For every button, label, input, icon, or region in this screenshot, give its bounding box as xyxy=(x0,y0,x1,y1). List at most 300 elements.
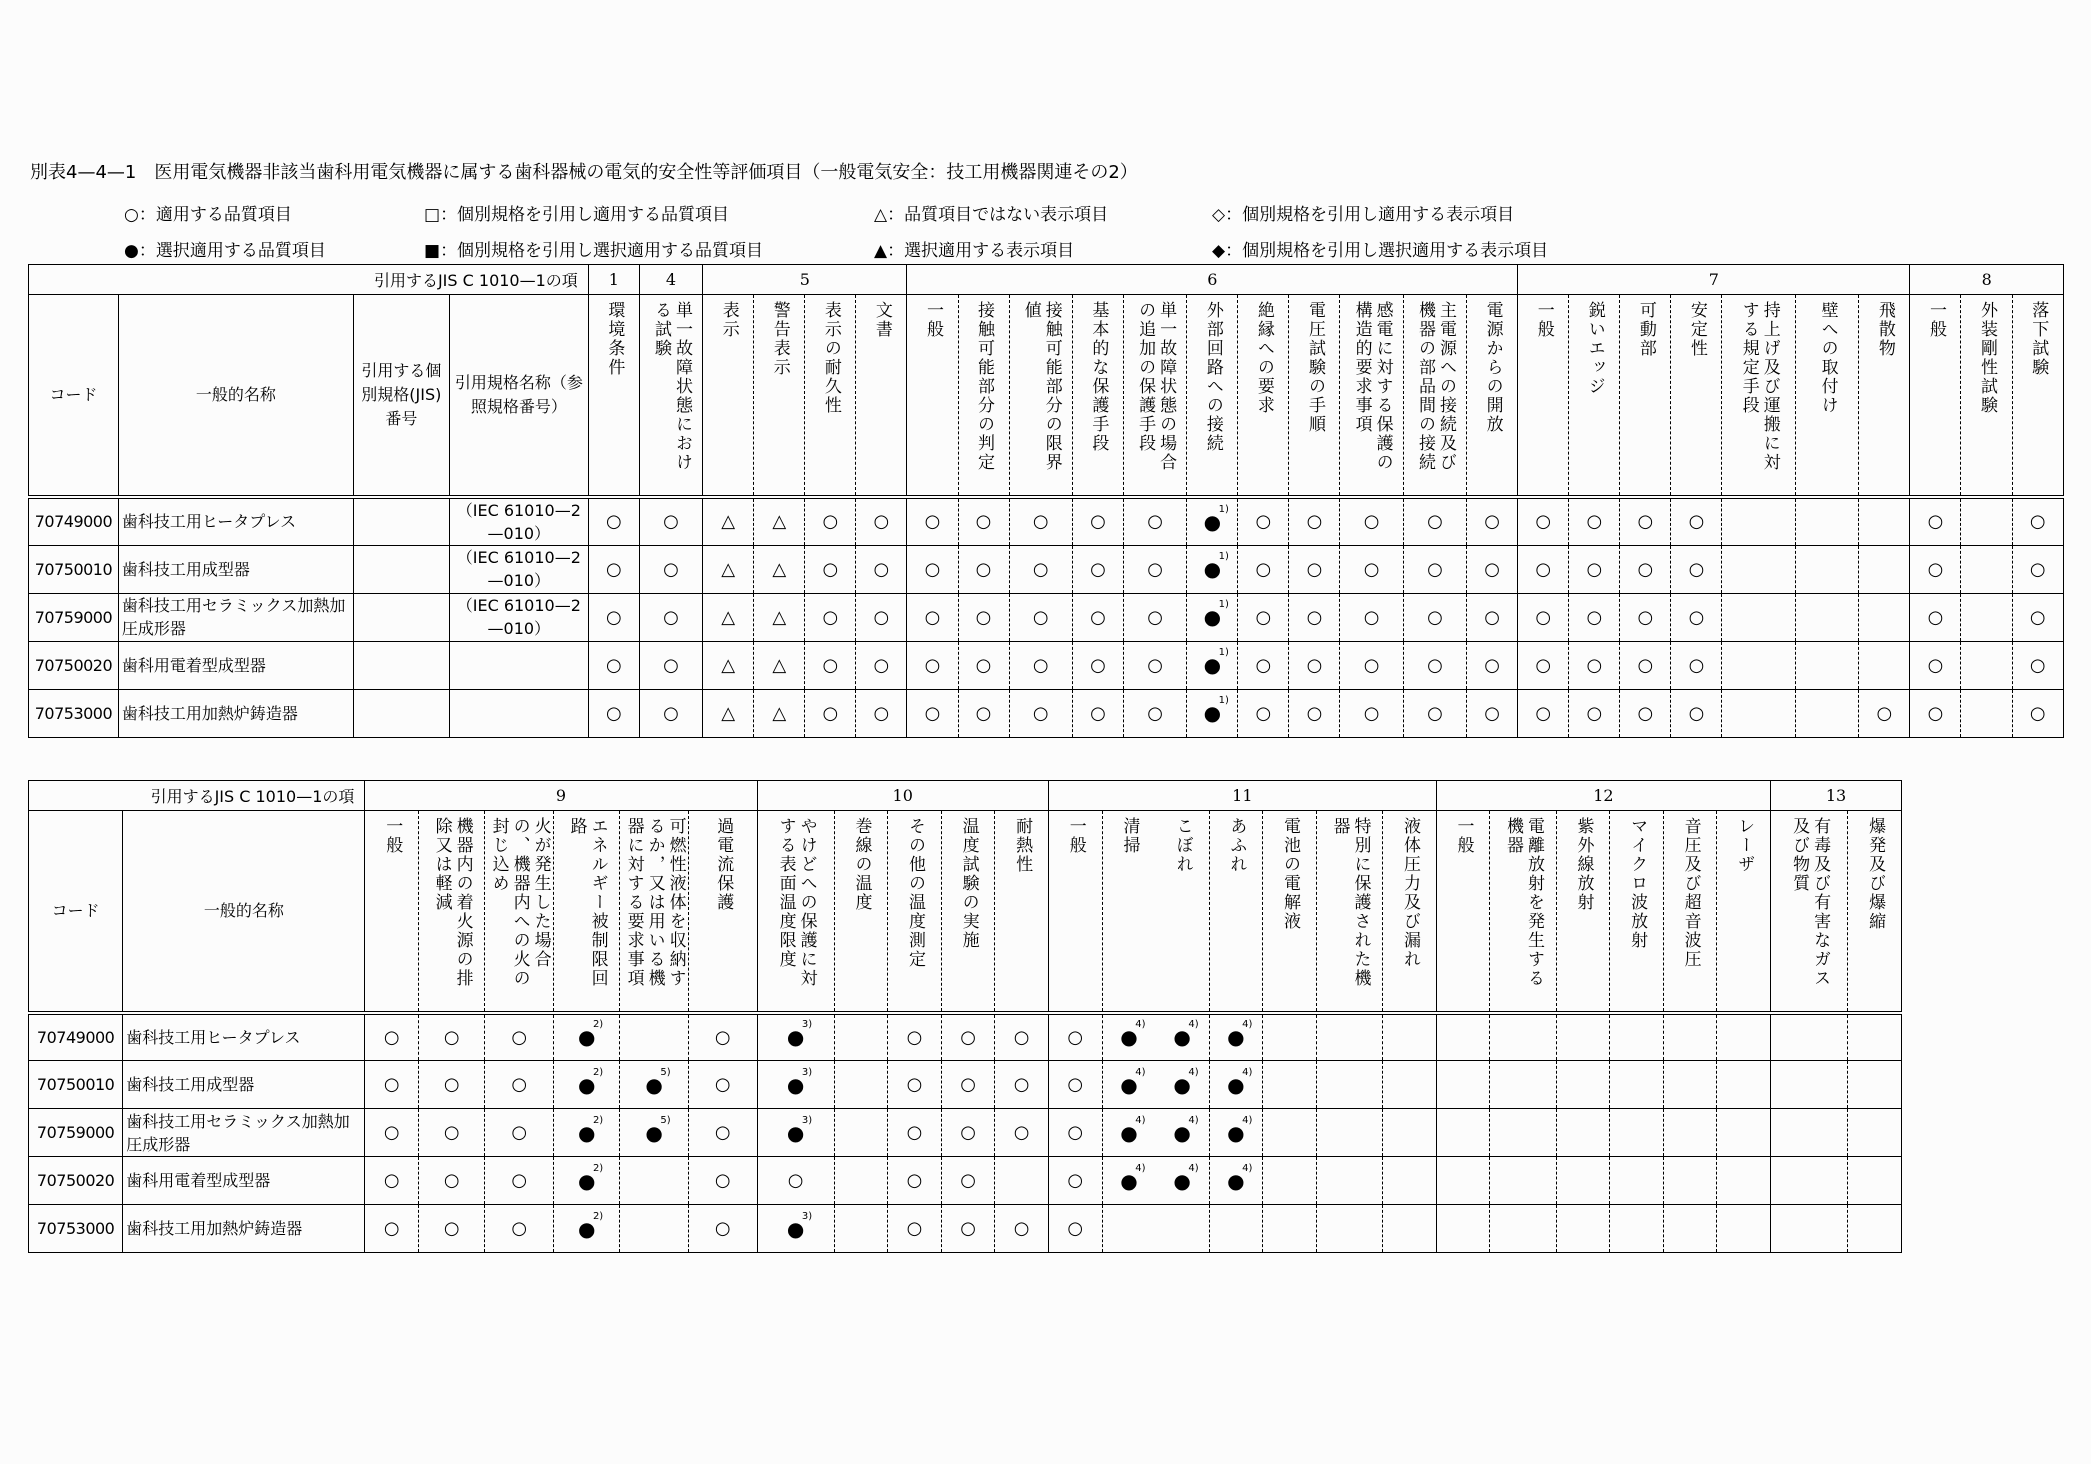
circle-icon: ○ xyxy=(1637,511,1654,532)
mark-cell xyxy=(1238,497,1289,546)
mark-cell xyxy=(805,545,856,593)
circle-icon: ○ xyxy=(511,1074,528,1095)
column-header-row xyxy=(29,295,2064,497)
criterion-label: 飛散物 xyxy=(1874,301,1895,358)
mark-cell xyxy=(1556,1013,1610,1061)
filled-circle-icon: ● 2) xyxy=(577,1114,604,1145)
mark-cell xyxy=(1569,689,1620,737)
filled-circle-icon: ● 4) xyxy=(1173,1162,1199,1193)
circle-icon: ○ xyxy=(1586,511,1603,532)
criterion-label: 有毒及び有害なガス及び物質 xyxy=(1789,817,1831,988)
mark-cell xyxy=(688,1205,757,1253)
criterion-header xyxy=(995,811,1049,1013)
criterion-header xyxy=(1556,811,1610,1013)
criterion-label: 機器内の着火源の排除又は軽減 xyxy=(431,817,473,988)
criterion-label: 落下試験 xyxy=(2028,301,2049,377)
mark-cell xyxy=(1403,497,1466,546)
triangle-icon: △ xyxy=(772,606,787,628)
cell-jis-no xyxy=(353,641,449,689)
mark-cell xyxy=(1263,1013,1317,1061)
mark-cell xyxy=(688,1013,757,1061)
circle-icon: ○ xyxy=(1484,702,1501,724)
mark-cell xyxy=(1436,1013,1490,1061)
circle-icon: ○ xyxy=(511,1122,528,1143)
section-number: 9 xyxy=(365,781,757,811)
section-number: 11 xyxy=(1048,781,1436,811)
circle-icon: ○ xyxy=(1306,511,1323,532)
mark-cell xyxy=(834,1205,888,1253)
mark-cell xyxy=(1518,593,1569,641)
cell-code: 70750020 xyxy=(29,1157,123,1205)
circle-icon: ○ xyxy=(906,1026,923,1048)
mark-cell xyxy=(888,1109,942,1157)
criterion-label: 警告表示 xyxy=(769,301,790,377)
filled-circle-icon: ● 3) xyxy=(786,1114,813,1145)
mark-cell xyxy=(1102,1205,1156,1253)
cell-code: 70759000 xyxy=(29,1109,123,1157)
criterion-label: 表示 xyxy=(718,301,739,339)
criterion-header xyxy=(1859,295,1910,497)
legend-item xyxy=(424,200,729,225)
mark-cell xyxy=(1910,593,1961,641)
circle-icon: ○ xyxy=(1013,1074,1030,1095)
mark-cell xyxy=(1340,641,1403,689)
mark-cell xyxy=(2012,689,2063,737)
mark-cell xyxy=(1910,497,1961,546)
table-row xyxy=(29,641,2064,689)
criterion-header xyxy=(1910,295,1961,497)
footnote-ref: 1) xyxy=(1218,695,1229,706)
triangle-icon: △ xyxy=(772,511,787,532)
mark-cell xyxy=(1569,641,1620,689)
criterion-label: 可燃性液体を収納するか，又は用いる機器に対する要求事項 xyxy=(623,817,686,988)
mark-cell xyxy=(1771,1205,1848,1253)
footnote-ref: 4) xyxy=(1188,1066,1199,1078)
section-number: 12 xyxy=(1436,781,1770,811)
circle-icon: ○ xyxy=(605,654,622,676)
mark-cell xyxy=(958,641,1009,689)
circle-icon: ○ xyxy=(1927,558,1944,580)
circle-icon: ○ xyxy=(975,702,992,724)
criterion-header xyxy=(1340,295,1403,497)
circle-icon: ○ xyxy=(1090,558,1106,580)
cell-code: 70750010 xyxy=(29,1061,123,1109)
criterion-header xyxy=(620,811,689,1013)
mark-cell xyxy=(1663,1157,1717,1205)
mark-cell xyxy=(754,497,805,546)
criterion-label: 耐熱性 xyxy=(1012,817,1033,874)
legend-item xyxy=(1212,236,1548,261)
criterion-label: 単一故障状態の場合の追加の保護手段 xyxy=(1135,301,1177,472)
circle-icon: ○ xyxy=(1090,702,1106,724)
circle-icon: ○ xyxy=(1637,606,1654,628)
cell-code: 70753000 xyxy=(29,1205,123,1253)
footnote-ref: 4) xyxy=(1135,1066,1146,1078)
criterion-header xyxy=(1722,295,1796,497)
column-header-row xyxy=(29,811,1902,1013)
circle-icon: ○ xyxy=(1927,606,1944,628)
circle-icon: ○ xyxy=(1363,558,1380,580)
footnote-ref: 4) xyxy=(1135,1019,1146,1031)
mark-cell xyxy=(1340,545,1403,593)
circle-icon: ○ xyxy=(663,702,679,724)
mark-cell xyxy=(1848,1013,1902,1061)
mark-cell xyxy=(1187,641,1238,689)
mark-cell xyxy=(588,545,639,593)
legend-symbol-icon: □ xyxy=(424,205,441,225)
circle-icon: ○ xyxy=(1688,606,1705,628)
footnote-ref: 4) xyxy=(1188,1114,1199,1126)
filled-circle-icon: ● 2) xyxy=(577,1019,604,1050)
mark-cell xyxy=(1123,689,1186,737)
circle-icon: ○ xyxy=(1306,702,1323,724)
mark-cell xyxy=(418,1061,484,1109)
circle-icon: ○ xyxy=(960,1122,976,1143)
legend-symbol-icon: ○ xyxy=(124,205,139,225)
mark-cell xyxy=(639,641,702,689)
mark-cell xyxy=(1383,1061,1437,1109)
circle-icon: ○ xyxy=(1306,654,1323,676)
section-number: 10 xyxy=(757,781,1048,811)
mark-cell xyxy=(1123,593,1186,641)
circle-icon: ○ xyxy=(822,654,839,676)
table-row xyxy=(29,1109,1902,1157)
header-name: 一般的名称 xyxy=(123,811,365,1013)
mark-cell xyxy=(1156,1109,1210,1157)
mark-cell xyxy=(1848,1205,1902,1253)
mark-cell xyxy=(757,1157,834,1205)
jis-clause-label: 引用するJIS C 1010—1の項 xyxy=(29,265,589,295)
circle-icon: ○ xyxy=(1484,654,1501,676)
circle-icon: ○ xyxy=(975,606,992,628)
mark-cell xyxy=(1316,1109,1382,1157)
mark-cell xyxy=(1556,1205,1610,1253)
footnote-ref: 2) xyxy=(592,1019,604,1031)
mark-cell xyxy=(1556,1061,1610,1109)
legend-symbol-icon: ◇ xyxy=(1212,205,1226,225)
mark-cell xyxy=(1289,497,1340,546)
criterion-header xyxy=(1072,295,1123,497)
footnote-ref: 1) xyxy=(1218,503,1229,515)
mark-cell xyxy=(1209,1109,1263,1157)
mark-cell xyxy=(1671,593,1722,641)
circle-icon: ○ xyxy=(1637,654,1654,676)
mark-cell xyxy=(688,1061,757,1109)
criterion-header xyxy=(1490,811,1556,1013)
triangle-icon: △ xyxy=(772,702,787,724)
table-row xyxy=(29,689,2064,737)
circle-icon: ○ xyxy=(605,558,622,580)
circle-icon: ○ xyxy=(1586,558,1603,580)
criterion-label: その他の温度測定 xyxy=(905,817,925,969)
mark-cell xyxy=(1289,593,1340,641)
mark-cell xyxy=(485,1157,554,1205)
circle-icon: ○ xyxy=(1306,606,1323,628)
circle-icon: ○ xyxy=(1090,606,1106,628)
circle-icon: ○ xyxy=(1586,654,1603,676)
mark-cell xyxy=(1156,1061,1210,1109)
footnote-ref: 3) xyxy=(801,1066,813,1078)
mark-cell xyxy=(995,1205,1049,1253)
criterion-label: 特別に保護された機器 xyxy=(1329,817,1371,988)
circle-icon: ○ xyxy=(822,511,839,532)
criterion-header xyxy=(1009,295,1072,497)
mark-cell xyxy=(1717,1157,1771,1205)
circle-icon: ○ xyxy=(1484,606,1501,628)
criterion-header xyxy=(1771,811,1848,1013)
mark-cell xyxy=(1859,689,1910,737)
mark-cell xyxy=(805,689,856,737)
circle-icon: ○ xyxy=(1013,1122,1030,1143)
mark-cell xyxy=(995,1013,1049,1061)
criterion-header xyxy=(1383,811,1437,1013)
circle-icon: ○ xyxy=(873,511,890,532)
mark-cell xyxy=(418,1157,484,1205)
circle-icon: ○ xyxy=(822,558,839,580)
circle-icon: ○ xyxy=(924,511,941,532)
mark-cell xyxy=(856,545,907,593)
circle-icon: ○ xyxy=(924,606,941,628)
circle-icon: ○ xyxy=(1427,606,1443,628)
criterion-header xyxy=(1717,811,1771,1013)
circle-icon: ○ xyxy=(443,1218,460,1239)
mark-cell xyxy=(1610,1157,1664,1205)
mark-cell xyxy=(1403,545,1466,593)
circle-icon: ○ xyxy=(1147,654,1163,676)
mark-cell xyxy=(1722,593,1796,641)
triangle-icon: △ xyxy=(721,511,736,532)
mark-cell xyxy=(1859,593,1910,641)
mark-cell xyxy=(1072,497,1123,546)
circle-icon: ○ xyxy=(1255,558,1272,580)
criterion-label: 表示の耐久性 xyxy=(820,301,841,415)
circle-icon: ○ xyxy=(1067,1122,1084,1143)
circle-icon: ○ xyxy=(960,1026,976,1048)
mark-cell xyxy=(1518,641,1569,689)
mark-cell xyxy=(418,1205,484,1253)
circle-icon: ○ xyxy=(1306,558,1323,580)
footnote-ref: 2) xyxy=(592,1066,604,1078)
mark-cell xyxy=(1383,1205,1437,1253)
criterion-label: 温度試験の実施 xyxy=(958,817,979,950)
mark-cell xyxy=(1620,545,1671,593)
circle-icon: ○ xyxy=(2029,654,2046,676)
mark-cell xyxy=(834,1013,888,1061)
mark-cell xyxy=(1123,545,1186,593)
criterion-label: 巻線の温度 xyxy=(851,817,872,912)
footnote-ref: 4) xyxy=(1242,1019,1253,1031)
mark-cell xyxy=(1610,1205,1664,1253)
mark-cell xyxy=(1263,1157,1317,1205)
footnote-ref: 4) xyxy=(1242,1162,1253,1174)
mark-cell xyxy=(1796,545,1859,593)
criterion-header xyxy=(1048,811,1102,1013)
criterion-header xyxy=(1467,295,1518,497)
criterion-header xyxy=(1123,295,1186,497)
legend-item xyxy=(124,236,326,261)
mark-cell xyxy=(754,545,805,593)
legend-text: ：個別規格を引用し適用する品質項目 xyxy=(440,205,730,225)
circle-icon: ○ xyxy=(1363,654,1380,676)
mark-cell xyxy=(941,1013,995,1061)
mark-cell xyxy=(1910,545,1961,593)
mark-cell xyxy=(1961,497,2012,546)
mark-cell xyxy=(941,1061,995,1109)
filled-circle-icon: ● 1) xyxy=(1203,647,1229,677)
mark-cell xyxy=(1102,1061,1156,1109)
criterion-header xyxy=(1436,811,1490,1013)
filled-circle-icon: ● 4) xyxy=(1120,1066,1146,1097)
footnote-ref: 3) xyxy=(801,1114,813,1126)
legend-symbol-icon: ■ xyxy=(424,241,441,261)
criterion-label: 電池の電解液 xyxy=(1279,817,1300,931)
mark-cell xyxy=(1610,1109,1664,1157)
mark-cell xyxy=(1663,1109,1717,1157)
cell-name: 歯科技工用加熱炉鋳造器 xyxy=(118,689,353,737)
circle-icon: ○ xyxy=(906,1122,923,1143)
filled-circle-icon: ● 1) xyxy=(1203,599,1229,629)
filled-circle-icon: ● 3) xyxy=(786,1019,813,1050)
criterion-label: 文書 xyxy=(871,301,892,339)
cell-name: 歯科技工用成型器 xyxy=(123,1061,365,1109)
mark-cell xyxy=(805,641,856,689)
mark-cell xyxy=(588,593,639,641)
criterion-label: エネルギー被制限回路 xyxy=(566,817,608,988)
circle-icon: ○ xyxy=(1255,606,1272,628)
table-row xyxy=(29,1013,1902,1061)
footnote-ref: 4) xyxy=(1188,1019,1199,1031)
mark-cell xyxy=(1722,497,1796,546)
criterion-label: 主電源への接続及び機器の部品間の接続 xyxy=(1414,301,1456,472)
table-row xyxy=(29,497,2064,546)
mark-cell xyxy=(1209,1205,1263,1253)
mark-cell xyxy=(485,1205,554,1253)
mark-cell xyxy=(958,545,1009,593)
criterion-header xyxy=(1209,811,1263,1013)
mark-cell xyxy=(620,1109,689,1157)
circle-icon: ○ xyxy=(663,606,679,628)
footnote-ref: 4) xyxy=(1135,1162,1146,1174)
criterion-label: 単一故障状態における試験 xyxy=(651,301,693,472)
circle-icon: ○ xyxy=(1535,606,1552,628)
mark-cell xyxy=(1238,593,1289,641)
mark-cell xyxy=(2012,497,2063,546)
criterion-header xyxy=(365,811,419,1013)
criterion-label: 鋭いエッジ xyxy=(1584,301,1605,396)
legend-symbol-icon: ▲ xyxy=(874,241,888,261)
document-title: 別表4—4—1 医用電気機器非該当歯科用電気機器に属する歯科器械の電気的安全性等評価項目（一般電気安全：技工用機器関連その2） xyxy=(30,162,1138,183)
footnote-ref: 4) xyxy=(1188,1162,1199,1174)
legend-symbol-icon: ● xyxy=(124,241,139,261)
criterion-label: 電離放射を発生する機器 xyxy=(1503,817,1545,988)
circle-icon: ○ xyxy=(822,606,839,628)
circle-icon: ○ xyxy=(960,1074,976,1095)
filled-circle-icon: ● 4) xyxy=(1173,1019,1199,1050)
criterion-header xyxy=(1796,295,1859,497)
circle-icon: ○ xyxy=(511,1218,528,1239)
circle-icon: ○ xyxy=(443,1170,460,1191)
mark-cell xyxy=(757,1013,834,1061)
mark-cell xyxy=(1796,689,1859,737)
criterion-header xyxy=(1102,811,1156,1013)
mark-cell xyxy=(365,1013,419,1061)
table-row xyxy=(29,1157,1902,1205)
filled-circle-icon: ● 4) xyxy=(1120,1019,1146,1050)
mark-cell xyxy=(1238,545,1289,593)
criterion-label: 一般 xyxy=(1065,817,1086,855)
mark-cell xyxy=(1518,689,1569,737)
circle-icon: ○ xyxy=(873,654,890,676)
circle-icon: ○ xyxy=(1688,654,1705,676)
criterion-label: 一般 xyxy=(382,817,403,855)
criterion-label: 基本的な保護手段 xyxy=(1088,301,1109,453)
mark-cell xyxy=(1403,593,1466,641)
mark-cell xyxy=(1467,689,1518,737)
filled-circle-icon: ● 4) xyxy=(1227,1019,1253,1050)
criterion-label: 音圧及び超音波圧 xyxy=(1680,817,1701,969)
filled-circle-icon: ● 1) xyxy=(1203,503,1229,534)
cell-jis-no xyxy=(353,497,449,546)
mark-cell xyxy=(639,593,702,641)
cell-name: 歯科技工用加熱炉鋳造器 xyxy=(123,1205,365,1253)
mark-cell xyxy=(703,545,754,593)
circle-icon: ○ xyxy=(1427,511,1443,532)
criterion-header xyxy=(1671,295,1722,497)
circle-icon: ○ xyxy=(1586,702,1603,724)
legend-item xyxy=(124,200,292,225)
mark-cell xyxy=(1102,1109,1156,1157)
circle-icon: ○ xyxy=(1586,606,1603,628)
mark-cell xyxy=(1048,1109,1102,1157)
circle-icon: ○ xyxy=(1013,1218,1030,1239)
footnote-ref: 5) xyxy=(660,1114,671,1126)
jis-clause-label: 引用するJIS C 1010—1の項 xyxy=(29,781,365,811)
mark-cell xyxy=(1771,1013,1848,1061)
footnote-ref: 2) xyxy=(592,1210,604,1222)
filled-circle-icon: ● 4) xyxy=(1173,1114,1199,1145)
mark-cell xyxy=(620,1157,689,1205)
circle-icon: ○ xyxy=(1147,606,1163,628)
mark-cell xyxy=(1771,1109,1848,1157)
mark-cell xyxy=(365,1205,419,1253)
mark-cell xyxy=(1187,497,1238,546)
mark-cell xyxy=(958,689,1009,737)
mark-cell xyxy=(688,1109,757,1157)
mark-cell xyxy=(485,1013,554,1061)
criterion-header xyxy=(418,811,484,1013)
mark-cell xyxy=(856,497,907,546)
filled-circle-icon: ● 3) xyxy=(786,1066,813,1097)
mark-cell xyxy=(1671,641,1722,689)
criterion-label: 液体圧力及び漏れ xyxy=(1399,817,1420,969)
mark-cell xyxy=(856,641,907,689)
mark-cell xyxy=(1383,1109,1437,1157)
mark-cell xyxy=(1123,497,1186,546)
criterion-header xyxy=(907,295,958,497)
circle-icon: ○ xyxy=(443,1122,460,1143)
mark-cell xyxy=(1490,1061,1556,1109)
mark-cell xyxy=(1102,1013,1156,1061)
mark-cell xyxy=(907,593,958,641)
circle-icon: ○ xyxy=(1363,511,1380,532)
mark-cell xyxy=(620,1061,689,1109)
mark-cell xyxy=(2012,593,2063,641)
mark-cell xyxy=(1289,689,1340,737)
mark-cell xyxy=(1490,1205,1556,1253)
filled-circle-icon: ● 1) xyxy=(1203,551,1229,581)
mark-cell xyxy=(365,1061,419,1109)
circle-icon: ○ xyxy=(1637,702,1654,724)
